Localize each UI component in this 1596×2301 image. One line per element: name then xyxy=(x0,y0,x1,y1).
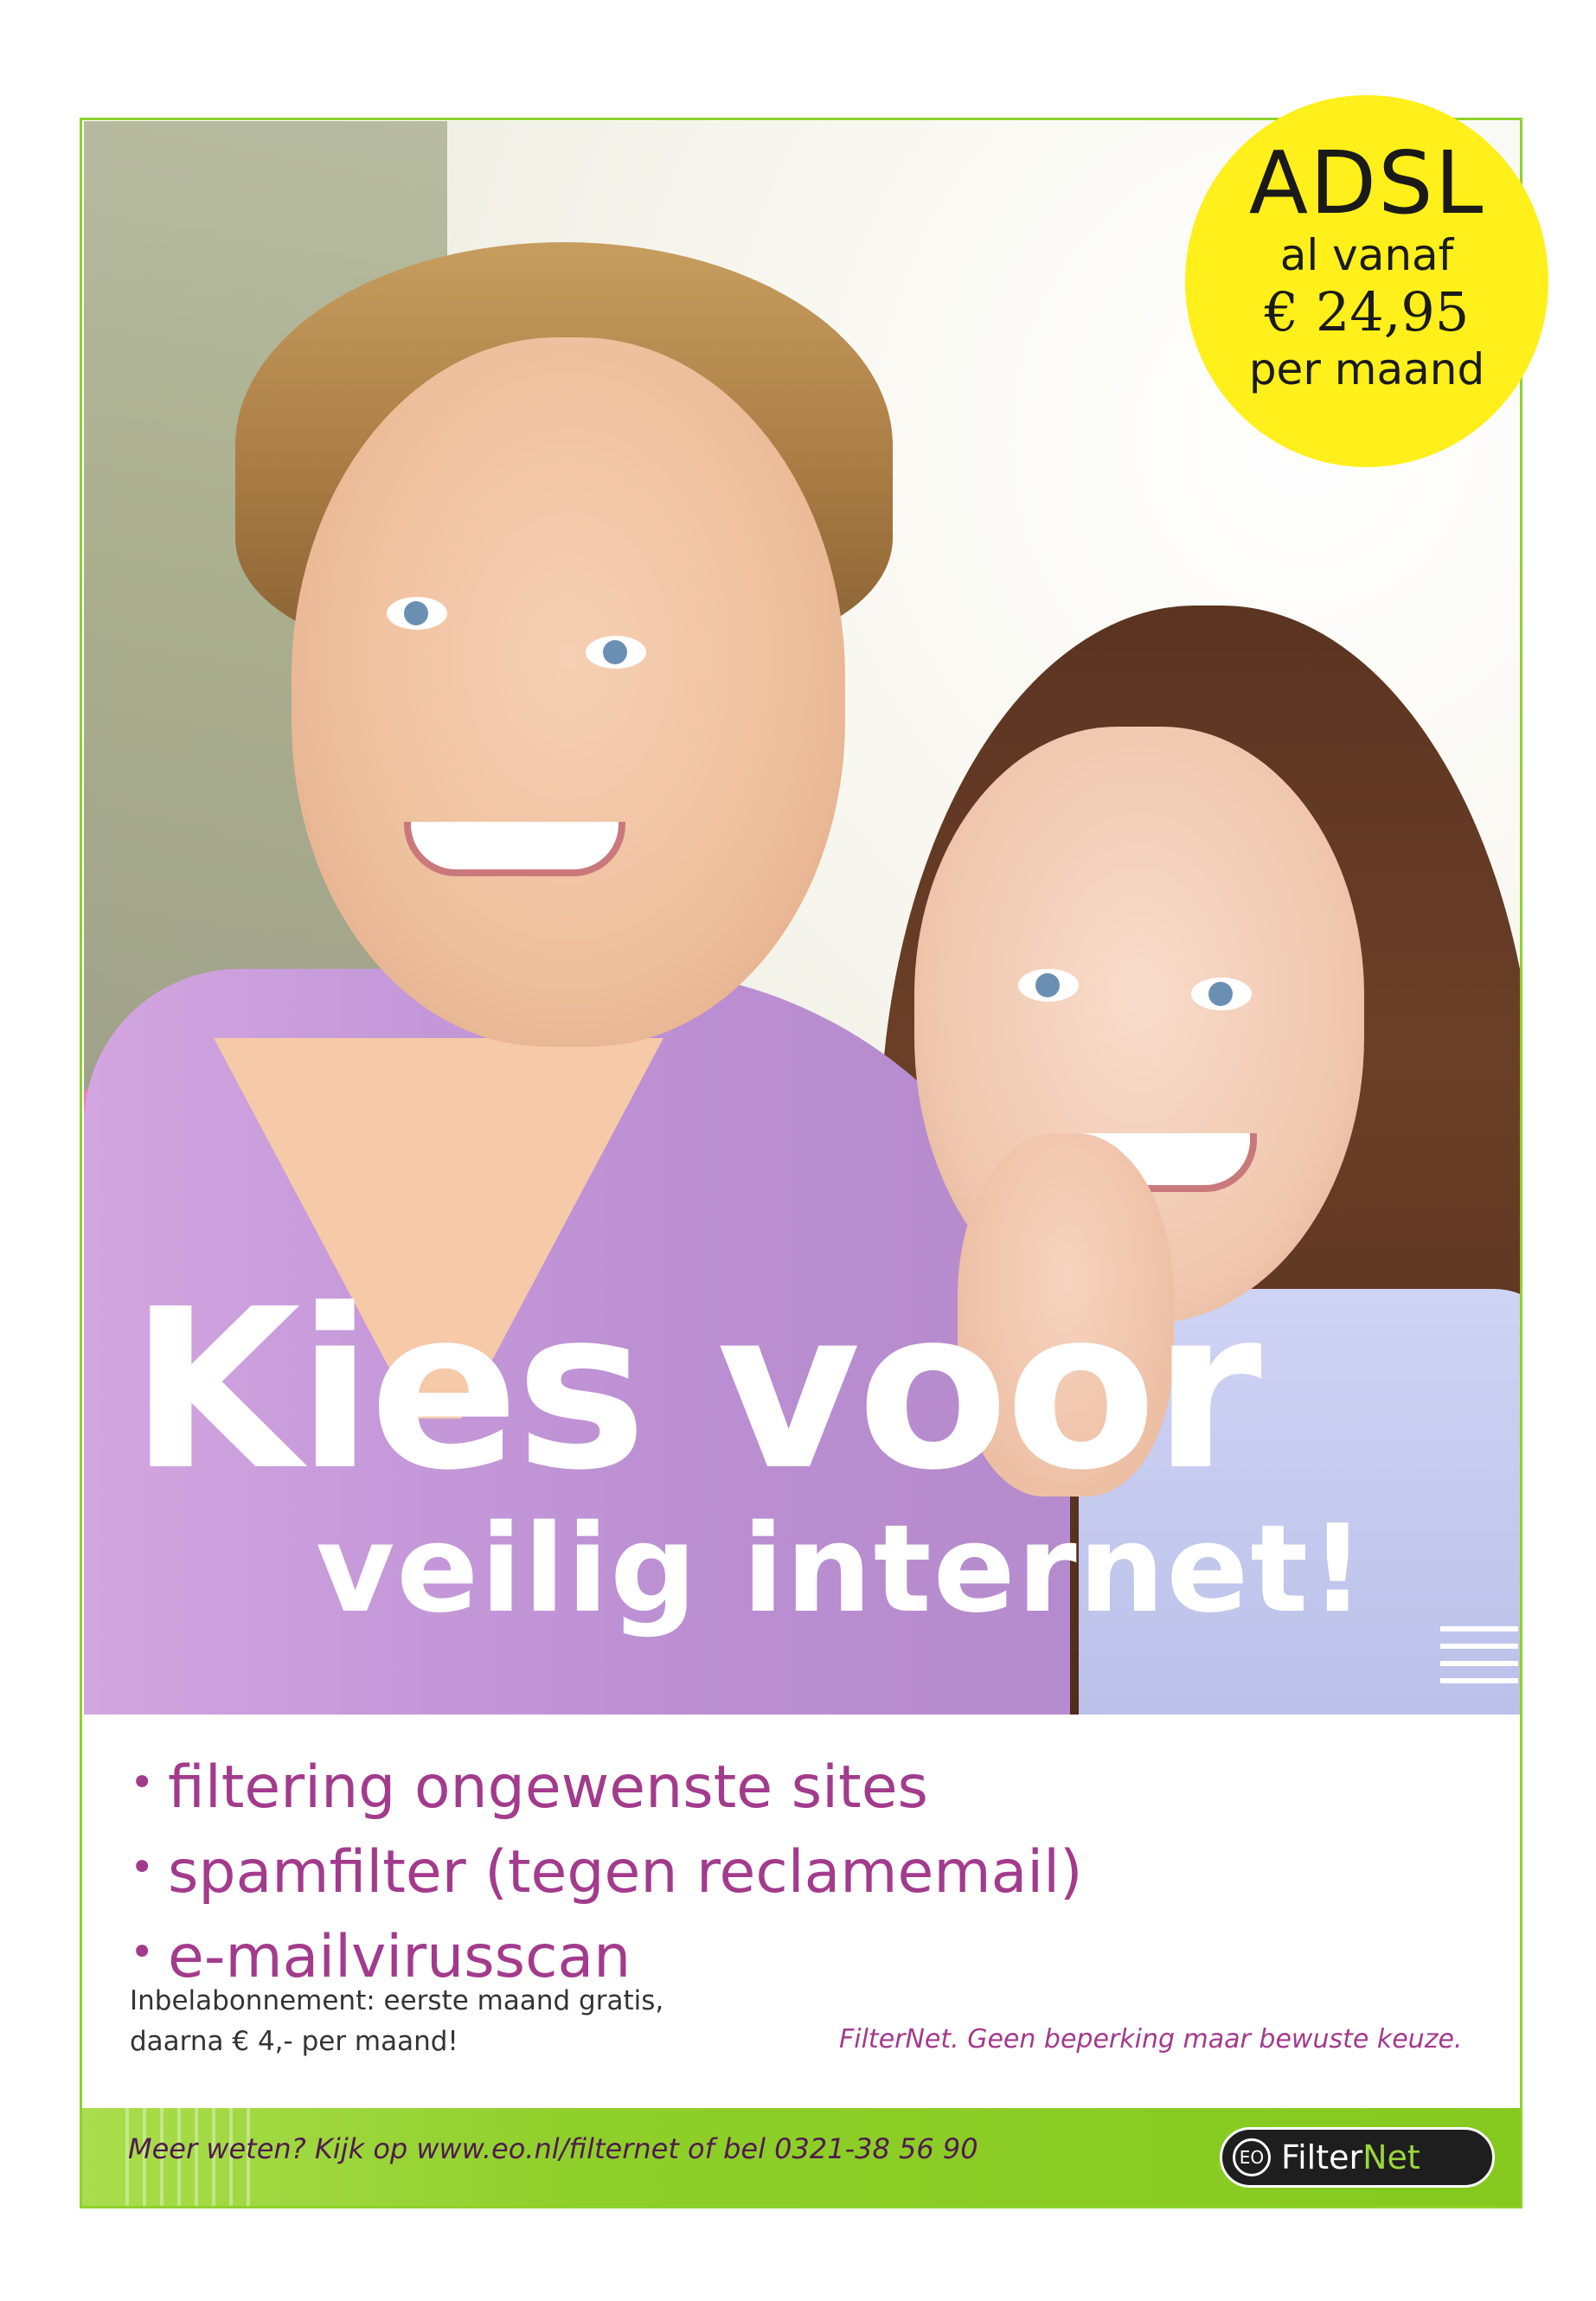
bullet-icon: • xyxy=(130,1928,155,1977)
tagline: FilterNet. Geen beperking maar bewuste keuze. xyxy=(839,2024,1463,2054)
subscription-note-line-1: Inbelabonnement: eerste maand gratis, xyxy=(130,1985,664,2016)
logo-name-part-2: Net xyxy=(1362,2138,1420,2176)
price-badge xyxy=(1185,95,1548,467)
headline-line-2: veilig internet! xyxy=(316,1499,1368,1640)
filternet-logo xyxy=(1220,2127,1495,2188)
logo-name xyxy=(1281,2138,1420,2176)
headline-line-1: Kies voor xyxy=(130,1262,1259,1519)
feature-text: spamfilter (tegen reclamemail) xyxy=(168,1838,1083,1907)
speed-lines-decoration xyxy=(1440,1626,1518,1695)
feature-text: e-mailvirusscan xyxy=(168,1923,631,1991)
bullet-icon: • xyxy=(130,1843,155,1892)
eo-logo-icon: EO xyxy=(1233,2138,1271,2176)
feature-item xyxy=(130,1743,1083,1828)
feature-text: filtering ongewenste sites xyxy=(168,1753,928,1822)
feature-list xyxy=(130,1743,1083,1997)
bullet-icon: • xyxy=(130,1759,155,1807)
woman-smile xyxy=(404,822,625,876)
logo-name-part-1: Filter xyxy=(1281,2138,1363,2176)
contact-info: Meer weten? Kijk op www.eo.nl/filternet of bel 0321-38 56 90 xyxy=(128,2132,978,2165)
girl-eye-left xyxy=(1018,969,1079,1002)
subscription-note-line-2: daarna € 4,- per maand! xyxy=(130,2026,458,2057)
woman-eye-left xyxy=(387,597,447,630)
subscription-note xyxy=(130,1981,663,2062)
girl-eye-right xyxy=(1191,977,1252,1010)
badge-from: al vanaf xyxy=(1279,230,1454,280)
footer-band xyxy=(82,2108,1520,2206)
badge-period: per maand xyxy=(1248,344,1485,394)
feature-item xyxy=(130,1828,1083,1913)
badge-price: € 24,95 xyxy=(1264,280,1470,343)
woman-eye-right xyxy=(586,636,646,669)
woman-face xyxy=(292,337,845,1047)
badge-product: ADSL xyxy=(1248,132,1485,234)
